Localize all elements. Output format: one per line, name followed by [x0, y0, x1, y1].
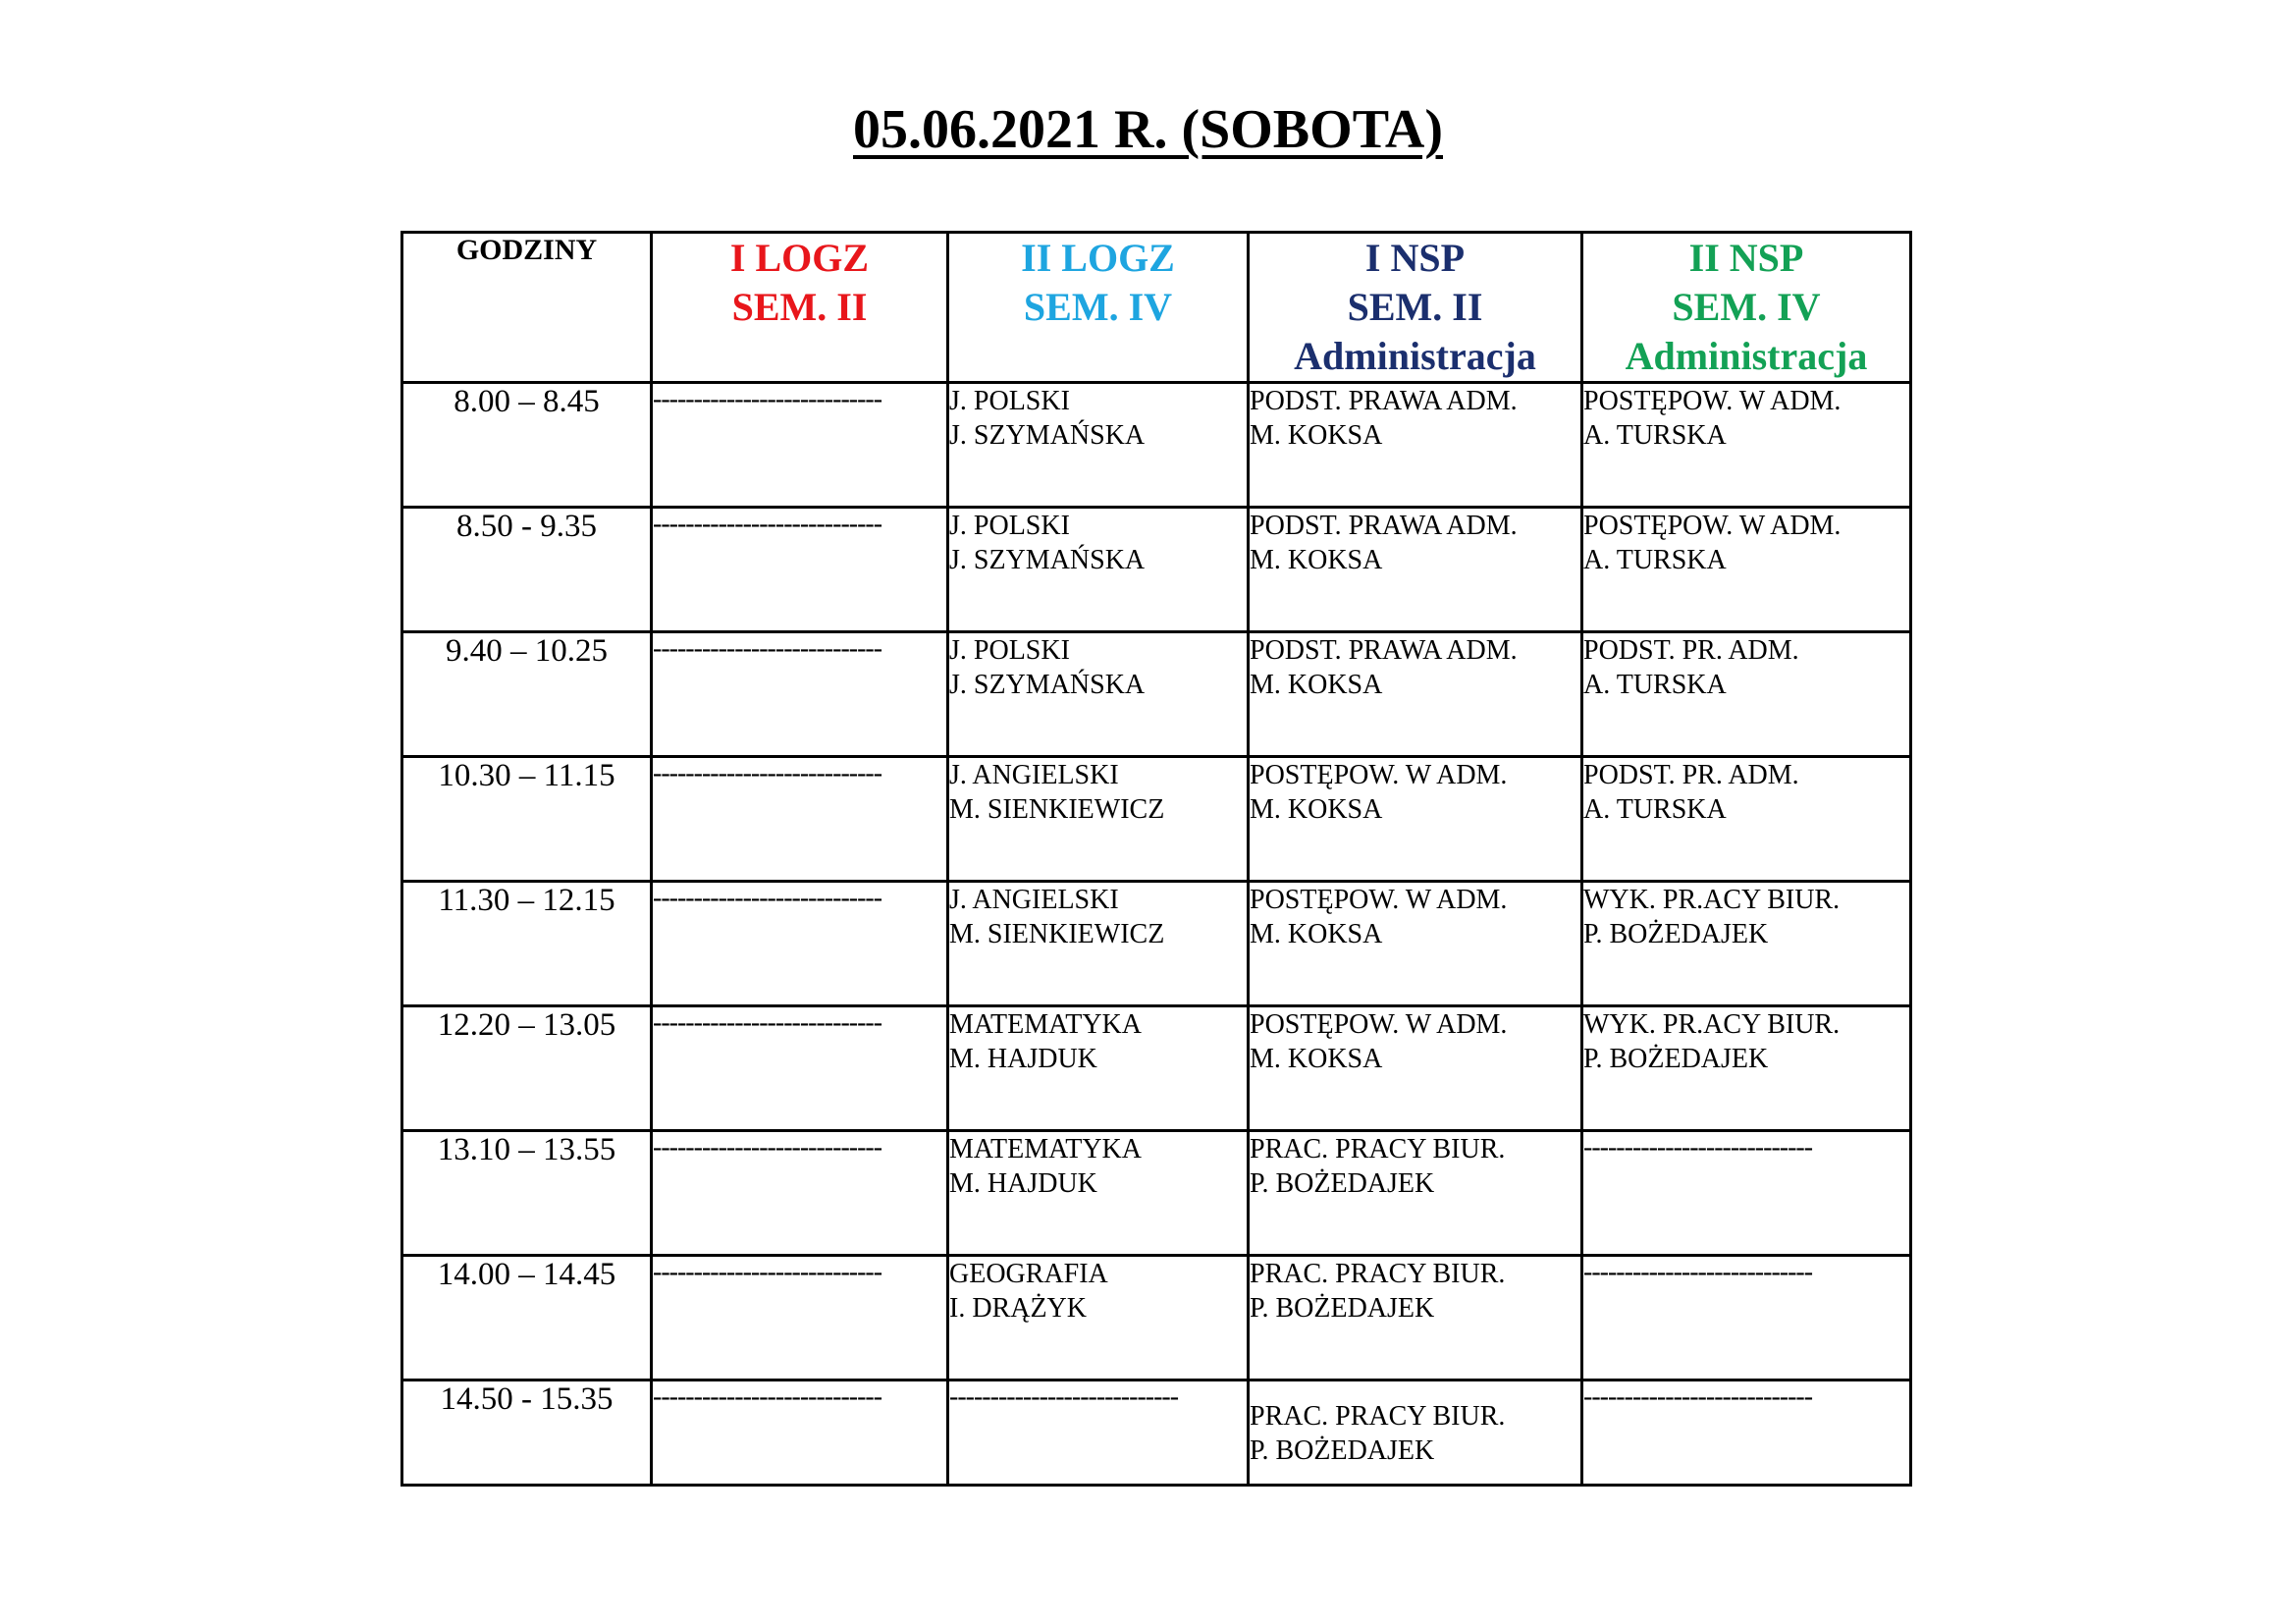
empty-cell-i-logz: ---------------------------- [652, 1380, 948, 1486]
page-title: 05.06.2021 R. (SOBOTA) [853, 99, 1443, 160]
time-cell: 8.00 – 8.45 [402, 383, 652, 508]
teacher-label: J. SZYMAŃSKA [949, 545, 1146, 575]
subject-label: PODST. PR. ADM. [1583, 635, 1799, 666]
subject-label: MATEMATYKA [949, 1134, 1142, 1164]
header-hours: GODZINY [402, 233, 652, 383]
table-row [402, 1131, 1911, 1256]
time-cell: 12.20 – 13.05 [402, 1006, 652, 1131]
teacher-label: M. KOKSA [1250, 1044, 1383, 1074]
teacher-label: I. DRĄŻYK [949, 1293, 1087, 1324]
header-i-logz [652, 233, 948, 383]
header-i-nsp-line1: I NSP [1364, 236, 1466, 280]
teacher-label: A. TURSKA [1583, 670, 1727, 700]
header-ii-nsp-line3: Administracja [1625, 334, 1868, 378]
teacher-label: M. KOKSA [1250, 794, 1383, 825]
header-row [402, 233, 1911, 383]
class-cell-ii-nsp [1582, 757, 1911, 882]
teacher-label: P. BOŻEDAJEK [1250, 1293, 1435, 1324]
subject-label: PODST. PRAWA ADM. [1250, 635, 1518, 666]
header-ii-logz [948, 233, 1249, 383]
schedule-table [400, 231, 1912, 1487]
subject-label: J. POLSKI [949, 511, 1070, 541]
class-cell-i-nsp [1249, 757, 1582, 882]
teacher-label: M. HAJDUK [949, 1168, 1097, 1199]
subject-label: POSTĘPOW. W ADM. [1250, 1009, 1508, 1040]
subject-label: MATEMATYKA [949, 1009, 1142, 1040]
class-cell-i-nsp [1249, 632, 1582, 757]
class-cell-i-nsp [1249, 508, 1582, 632]
time-cell: 13.10 – 13.55 [402, 1131, 652, 1256]
empty-cell-ii-nsp: ---------------------------- [1582, 1380, 1911, 1486]
time-cell: 8.50 - 9.35 [402, 508, 652, 632]
teacher-label: M. SIENKIEWICZ [949, 919, 1165, 949]
header-i-nsp-line3: Administracja [1294, 334, 1536, 378]
header-ii-nsp [1582, 233, 1911, 383]
teacher-label: J. SZYMAŃSKA [949, 420, 1146, 451]
teacher-label: M. KOKSA [1250, 545, 1383, 575]
time-cell: 14.00 – 14.45 [402, 1256, 652, 1380]
empty-cell-i-logz: ---------------------------- [652, 1131, 948, 1256]
class-cell-ii-logz [948, 882, 1249, 1006]
header-i-nsp-line2: SEM. II [1347, 285, 1483, 329]
teacher-label: M. KOKSA [1250, 919, 1383, 949]
empty-cell-ii-nsp: ---------------------------- [1582, 1256, 1911, 1380]
teacher-label: P. BOŻEDAJEK [1250, 1168, 1435, 1199]
subject-label: POSTĘPOW. W ADM. [1583, 511, 1842, 541]
subject-label: PODST. PRAWA ADM. [1250, 386, 1518, 416]
teacher-label: M. KOKSA [1250, 420, 1383, 451]
subject-label: POSTĘPOW. W ADM. [1583, 386, 1842, 416]
subject-label: PRAC. PRACY BIUR. [1250, 1401, 1506, 1432]
teacher-label: A. TURSKA [1583, 420, 1727, 451]
class-cell-i-nsp [1249, 1006, 1582, 1131]
empty-cell-i-logz: ---------------------------- [652, 1006, 948, 1131]
class-cell-i-nsp [1249, 1380, 1582, 1486]
time-cell: 9.40 – 10.25 [402, 632, 652, 757]
subject-label: GEOGRAFIA [949, 1259, 1108, 1289]
subject-label: WYK. PR.ACY BIUR. [1583, 885, 1841, 915]
class-cell-i-nsp [1249, 383, 1582, 508]
empty-cell-i-logz: ---------------------------- [652, 632, 948, 757]
empty-cell-ii-logz: ---------------------------- [948, 1380, 1249, 1486]
empty-cell-i-logz: ---------------------------- [652, 882, 948, 1006]
class-cell-ii-logz [948, 632, 1249, 757]
subject-label: PODST. PRAWA ADM. [1250, 511, 1518, 541]
header-ii-logz-line2: SEM. IV [1023, 285, 1173, 329]
teacher-label: J. SZYMAŃSKA [949, 670, 1146, 700]
subject-label: PODST. PR. ADM. [1583, 760, 1799, 790]
teacher-label: P. BOŻEDAJEK [1583, 919, 1769, 949]
schedule-body [402, 383, 1911, 1486]
class-cell-i-nsp [1249, 882, 1582, 1006]
header-i-logz-line2: SEM. II [731, 285, 868, 329]
header-i-nsp [1249, 233, 1582, 383]
teacher-label: M. KOKSA [1250, 670, 1383, 700]
time-cell: 14.50 - 15.35 [402, 1380, 652, 1486]
class-cell-ii-logz [948, 383, 1249, 508]
teacher-label: A. TURSKA [1583, 794, 1727, 825]
table-row [402, 1006, 1911, 1131]
class-cell-ii-nsp [1582, 632, 1911, 757]
class-cell-ii-nsp [1582, 882, 1911, 1006]
empty-cell-i-logz: ---------------------------- [652, 508, 948, 632]
table-row [402, 383, 1911, 508]
subject-label: PRAC. PRACY BIUR. [1250, 1259, 1506, 1289]
class-cell-i-nsp [1249, 1256, 1582, 1380]
class-cell-ii-logz [948, 757, 1249, 882]
teacher-label: A. TURSKA [1583, 545, 1727, 575]
teacher-label: P. BOŻEDAJEK [1583, 1044, 1769, 1074]
class-cell-ii-logz [948, 508, 1249, 632]
table-row [402, 508, 1911, 632]
table-row [402, 1380, 1911, 1486]
empty-cell-i-logz: ---------------------------- [652, 1256, 948, 1380]
teacher-label: P. BOŻEDAJEK [1250, 1435, 1435, 1466]
time-cell: 11.30 – 12.15 [402, 882, 652, 1006]
empty-cell-i-logz: ---------------------------- [652, 757, 948, 882]
table-row [402, 757, 1911, 882]
subject-label: J. ANGIELSKI [949, 760, 1119, 790]
teacher-label: M. HAJDUK [949, 1044, 1097, 1074]
empty-cell-i-logz: ---------------------------- [652, 383, 948, 508]
subject-label: J. POLSKI [949, 635, 1070, 666]
subject-label: WYK. PR.ACY BIUR. [1583, 1009, 1841, 1040]
header-ii-nsp-line1: II NSP [1688, 236, 1804, 280]
subject-label: POSTĘPOW. W ADM. [1250, 885, 1508, 915]
class-cell-i-nsp [1249, 1131, 1582, 1256]
class-cell-ii-logz [948, 1006, 1249, 1131]
subject-label: J. POLSKI [949, 386, 1070, 416]
class-cell-ii-nsp [1582, 508, 1911, 632]
table-row [402, 632, 1911, 757]
subject-label: PRAC. PRACY BIUR. [1250, 1134, 1506, 1164]
header-ii-nsp-line2: SEM. IV [1672, 285, 1821, 329]
subject-label: J. ANGIELSKI [949, 885, 1119, 915]
table-row [402, 882, 1911, 1006]
time-cell: 10.30 – 11.15 [402, 757, 652, 882]
class-cell-ii-logz [948, 1256, 1249, 1380]
header-i-logz-line1: I LOGZ [729, 236, 870, 280]
class-cell-ii-nsp [1582, 383, 1911, 508]
subject-label: POSTĘPOW. W ADM. [1250, 760, 1508, 790]
table-row [402, 1256, 1911, 1380]
header-ii-logz-line1: II LOGZ [1021, 236, 1175, 280]
class-cell-ii-logz [948, 1131, 1249, 1256]
class-cell-ii-nsp [1582, 1006, 1911, 1131]
teacher-label: M. SIENKIEWICZ [949, 794, 1165, 825]
empty-cell-ii-nsp: ---------------------------- [1582, 1131, 1911, 1256]
